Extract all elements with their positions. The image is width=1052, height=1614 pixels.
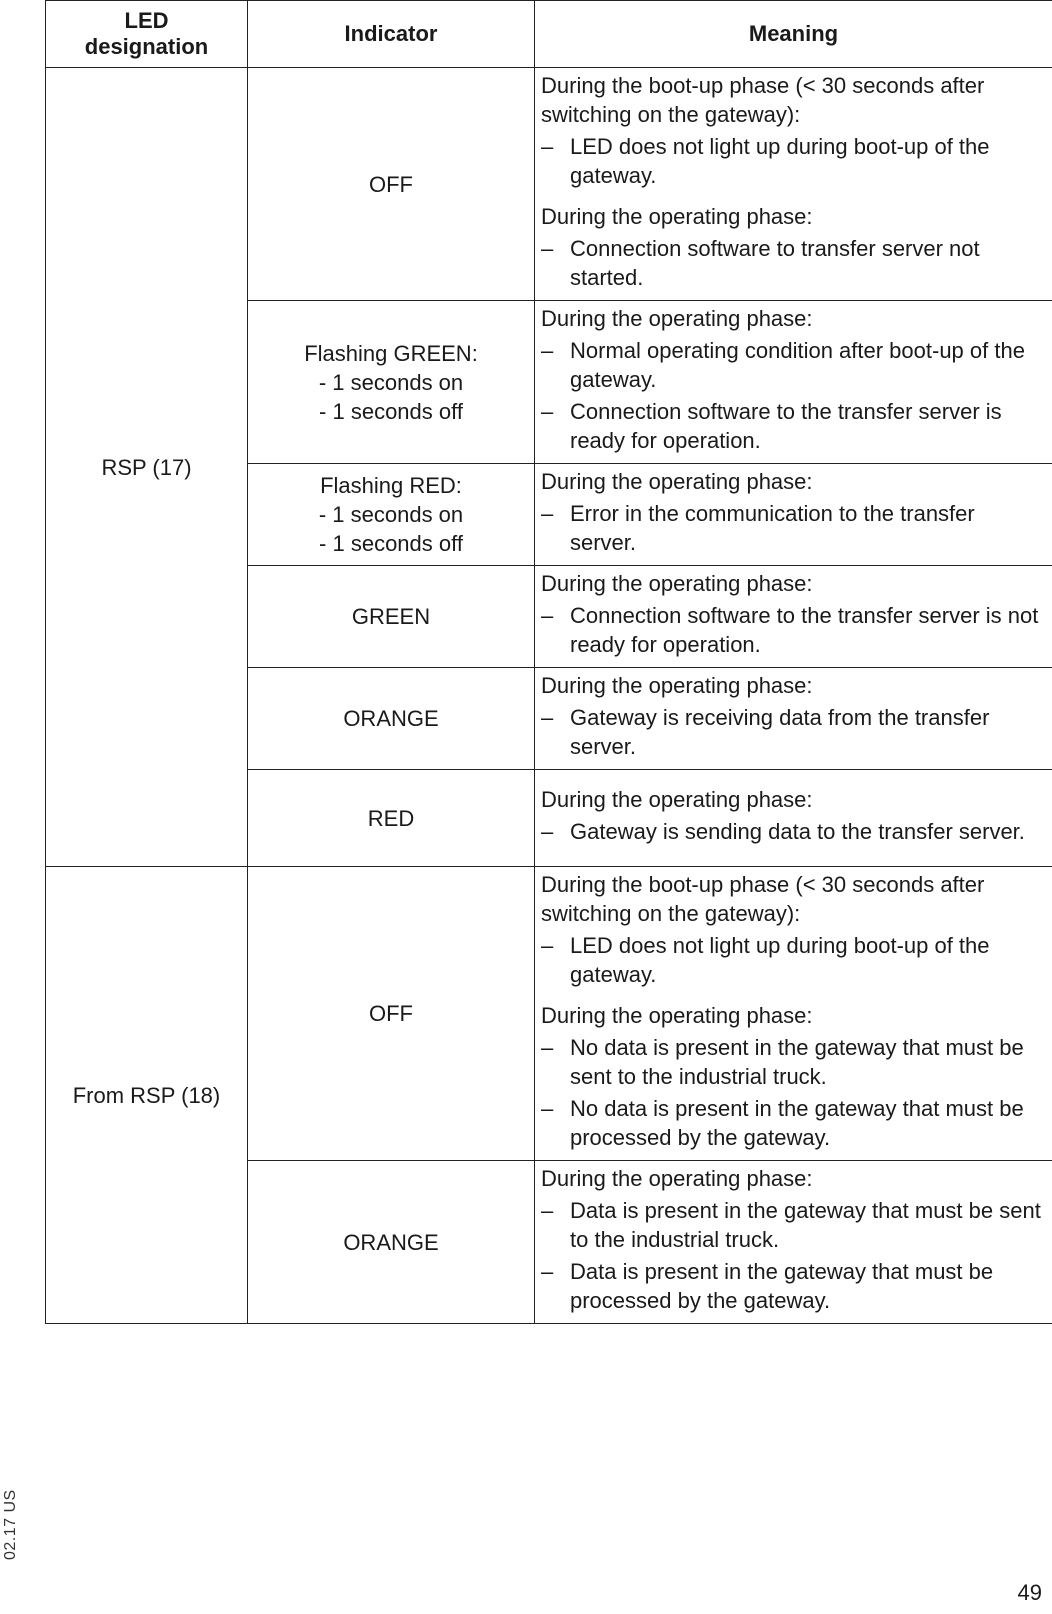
bullet-text: LED does not light up during boot-up of the gateway. [570, 134, 990, 188]
meaning-cell [535, 770, 1052, 867]
led-designation-cell: RSP (17) [46, 68, 248, 867]
bullet-text: Data is present in the gateway that must be sent to the industrial truck. [570, 1198, 1041, 1252]
bullet-text: No data is present in the gateway that must be sent to the industrial truck. [570, 1035, 1024, 1089]
meaning-cell [535, 867, 1052, 1161]
phase-heading: During the boot-up phase (< 30 seconds after switching on the gateway): [541, 73, 985, 127]
phase-heading: During the operating phase: [541, 571, 813, 596]
meaning-bullet [541, 1094, 1046, 1152]
table-header-row [46, 1, 1052, 68]
indicator-cell [248, 301, 535, 464]
meaning-bullet [541, 1196, 1046, 1254]
dash-marker: – [541, 1198, 554, 1223]
indicator-cell [248, 668, 535, 770]
dash-marker: – [541, 705, 554, 730]
meaning-cell [535, 566, 1052, 668]
dash-marker: – [541, 501, 554, 526]
phase-heading: During the operating phase: [541, 1166, 813, 1191]
indicator-line: OFF [369, 1001, 413, 1026]
dash-marker: – [541, 134, 554, 159]
meaning-cell [535, 68, 1052, 301]
led-status-table [45, 0, 1052, 1324]
meaning-cell [535, 668, 1052, 770]
bullet-text: LED does not light up during boot-up of the gateway. [570, 933, 990, 987]
dash-marker: – [541, 1259, 554, 1284]
indicator-line: - 1 seconds on [318, 369, 464, 395]
bullet-text: Data is present in the gateway that must be processed by the gateway. [570, 1259, 994, 1313]
meaning-bullet [541, 132, 1046, 190]
indicator-cell [248, 867, 535, 1161]
dash-marker: – [541, 1096, 554, 1121]
dash-marker: – [541, 933, 554, 958]
indicator-line: Flashing GREEN: [304, 340, 478, 366]
bullet-text: Gateway is receiving data from the transfer server. [570, 705, 990, 759]
bullet-text: No data is present in the gateway that must be processed by the gateway. [570, 1096, 1024, 1150]
dash-marker: – [541, 819, 554, 844]
dash-marker: – [541, 399, 554, 424]
header-meaning: Meaning [535, 1, 1052, 68]
indicator-line: GREEN [351, 604, 431, 629]
meaning-bullet [541, 234, 1046, 292]
meaning-bullet [541, 703, 1046, 761]
indicator-cell [248, 68, 535, 301]
indicator-line: - 1 seconds off [319, 531, 463, 556]
bullet-text: Connection software to the transfer server is not ready for operation. [570, 603, 1039, 657]
header-led-line1: LED [124, 8, 169, 33]
meaning-cell [535, 301, 1052, 464]
table-row [46, 867, 1052, 1161]
table-row [46, 68, 1052, 301]
phase-heading: During the operating phase: [541, 306, 813, 331]
document-code: 02.17 US [2, 1489, 19, 1560]
led-designation-cell: From RSP (18) [46, 867, 248, 1324]
bullet-text: Connection software to the transfer server is ready for operation. [570, 399, 1002, 453]
indicator-line: OFF [369, 171, 413, 197]
bullet-text: Connection software to transfer server not started. [570, 236, 980, 290]
meaning-bullet [541, 1257, 1046, 1315]
indicator-cell [248, 464, 535, 566]
phase-heading: During the operating phase: [541, 469, 813, 494]
indicator-cell [248, 566, 535, 668]
meaning-bullet [541, 931, 1046, 989]
phase-heading: During the operating phase: [541, 1003, 813, 1028]
dash-marker: – [541, 603, 554, 628]
meaning-bullet [541, 817, 1046, 846]
indicator-line: Flashing RED: [320, 473, 462, 498]
indicator-cell [248, 770, 535, 867]
phase-heading: During the operating phase: [541, 787, 813, 812]
bullet-text: Gateway is sending data to the transfer server. [570, 819, 1025, 844]
header-led-line2: designation [84, 34, 209, 59]
dash-marker: – [541, 338, 554, 363]
indicator-line: - 1 seconds on [318, 502, 464, 527]
meaning-bullet [541, 1033, 1046, 1091]
indicator-line: ORANGE [343, 706, 439, 731]
bullet-text: Normal operating condition after boot-up of the gateway. [570, 338, 1025, 392]
phase-heading: During the operating phase: [541, 204, 813, 229]
header-indicator: Indicator [248, 1, 535, 68]
header-led-designation [46, 1, 248, 68]
meaning-cell [535, 1161, 1052, 1324]
meaning-bullet [541, 601, 1046, 659]
indicator-cell [248, 1161, 535, 1324]
meaning-cell [535, 464, 1052, 566]
table-body [46, 68, 1052, 1324]
dash-marker: – [541, 1035, 554, 1060]
phase-heading: During the operating phase: [541, 673, 813, 698]
meaning-bullet [541, 499, 1046, 557]
meaning-bullet [541, 336, 1046, 394]
page-number: 49 [1017, 1580, 1042, 1605]
meaning-bullet [541, 397, 1046, 455]
indicator-line: - 1 seconds off [319, 398, 463, 424]
phase-heading: During the boot-up phase (< 30 seconds after switching on the gateway): [541, 872, 985, 926]
dash-marker: – [541, 236, 554, 261]
indicator-line: RED [367, 805, 415, 831]
indicator-line: ORANGE [343, 1229, 439, 1255]
bullet-text: Error in the communication to the transfer server. [570, 501, 975, 555]
